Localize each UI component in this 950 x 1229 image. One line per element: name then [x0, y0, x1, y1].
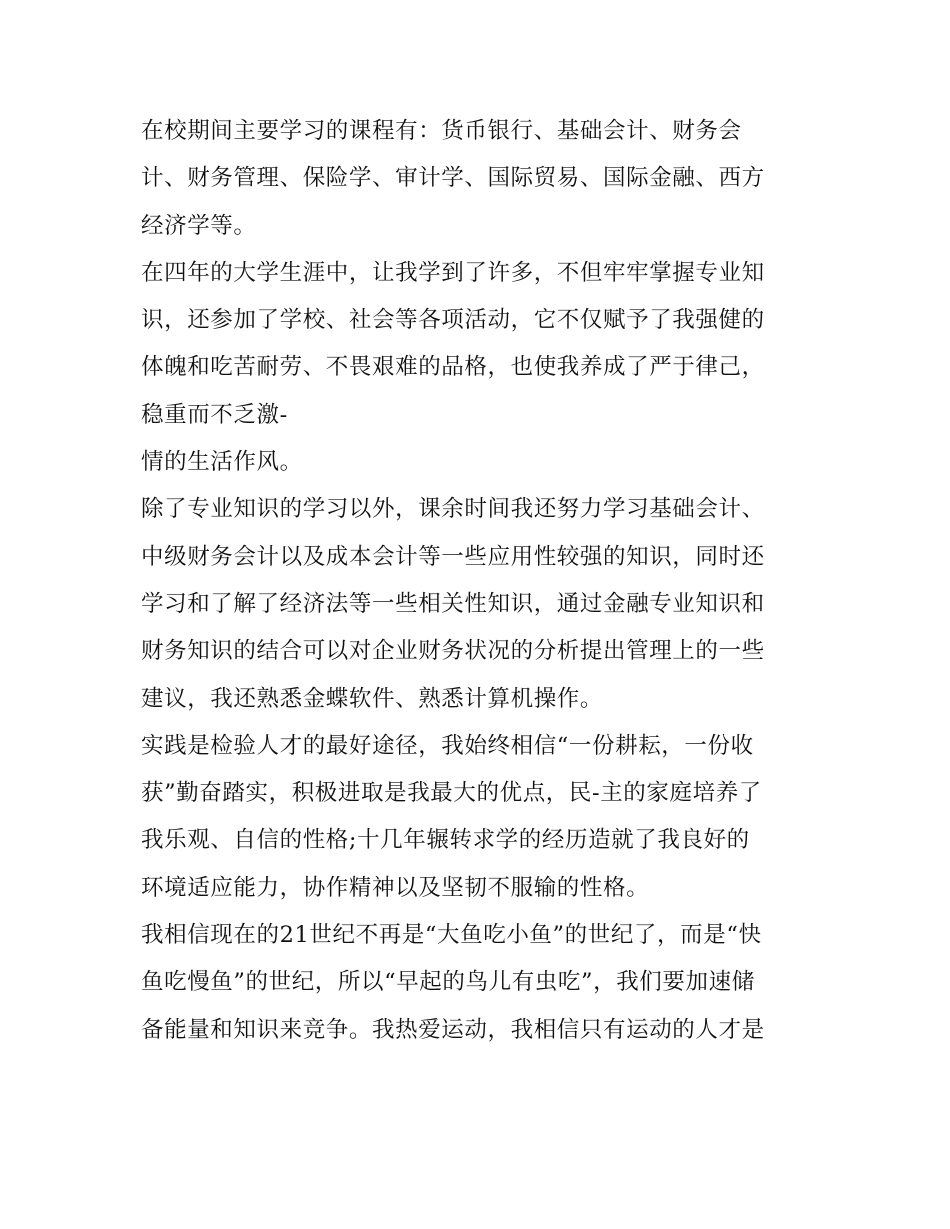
paragraph-practice: [141, 723, 821, 912]
text-line: 体魄和吃苦耐劳、不畏艰难的品格，也使我养成了严于律己，: [141, 354, 765, 381]
text-line: 备能量和知识来竞争。我热爱运动，我相信只有运动的人才是: [141, 1016, 765, 1043]
text-line: 学习和了解了经济法等一些相关性知识，通过金融专业知识和: [141, 590, 765, 617]
text-line: 实践是检验人才的最好途径，我始终相信“一份耕耘，一份收: [141, 732, 754, 759]
paragraph-courses: [141, 108, 821, 250]
text-line: 情的生活作风。: [141, 449, 303, 476]
text-line: 建议，我还熟悉金蝶软件、熟悉计算机操作。: [141, 685, 604, 712]
text-line: 我乐观、自信的性格;十几年辗转求学的经历造就了我良好的: [141, 827, 750, 854]
text-line: 中级财务会计以及成本会计等一些应用性较强的知识，同时还: [141, 543, 765, 570]
text-line: 识，还参加了学校、社会等各项活动，它不仅赋予了我强健的: [141, 307, 765, 334]
text-line: 经济学等。: [141, 212, 257, 239]
paragraph-university-life: [141, 250, 821, 486]
text-line: 除了专业知识的学习以外，课余时间我还努力学习基础会计、: [141, 496, 765, 523]
text-line: 我相信现在的21世纪不再是“大鱼吃小鱼”的世纪了，而是“快: [141, 922, 762, 949]
paragraph-extra-study: [141, 486, 821, 722]
text-line: 在四年的大学生涯中，让我学到了许多，不但牢牢掌握专业知: [141, 259, 765, 286]
text-line: 获”勤奋踏实，积极进取是我最大的优点，民-主的家庭培养了: [141, 780, 762, 807]
text-line: 鱼吃慢鱼”的世纪，所以“早起的鸟儿有虫吃”，我们要加速储: [141, 969, 755, 996]
text-line: 在校期间主要学习的课程有：货币银行、基础会计、财务会: [141, 118, 742, 144]
text-line: 环境适应能力，协作精神以及坚韧不服输的性格。: [141, 874, 650, 901]
paragraph-century: [141, 912, 821, 1054]
text-line: 计、财务管理、保险学、审计学、国际贸易、国际金融、西方: [141, 165, 765, 192]
document-body: [141, 108, 821, 1054]
text-line: 稳重而不乏激-: [141, 401, 288, 428]
text-line: 财务知识的结合可以对企业财务状况的分析提出管理上的一些: [141, 638, 765, 665]
